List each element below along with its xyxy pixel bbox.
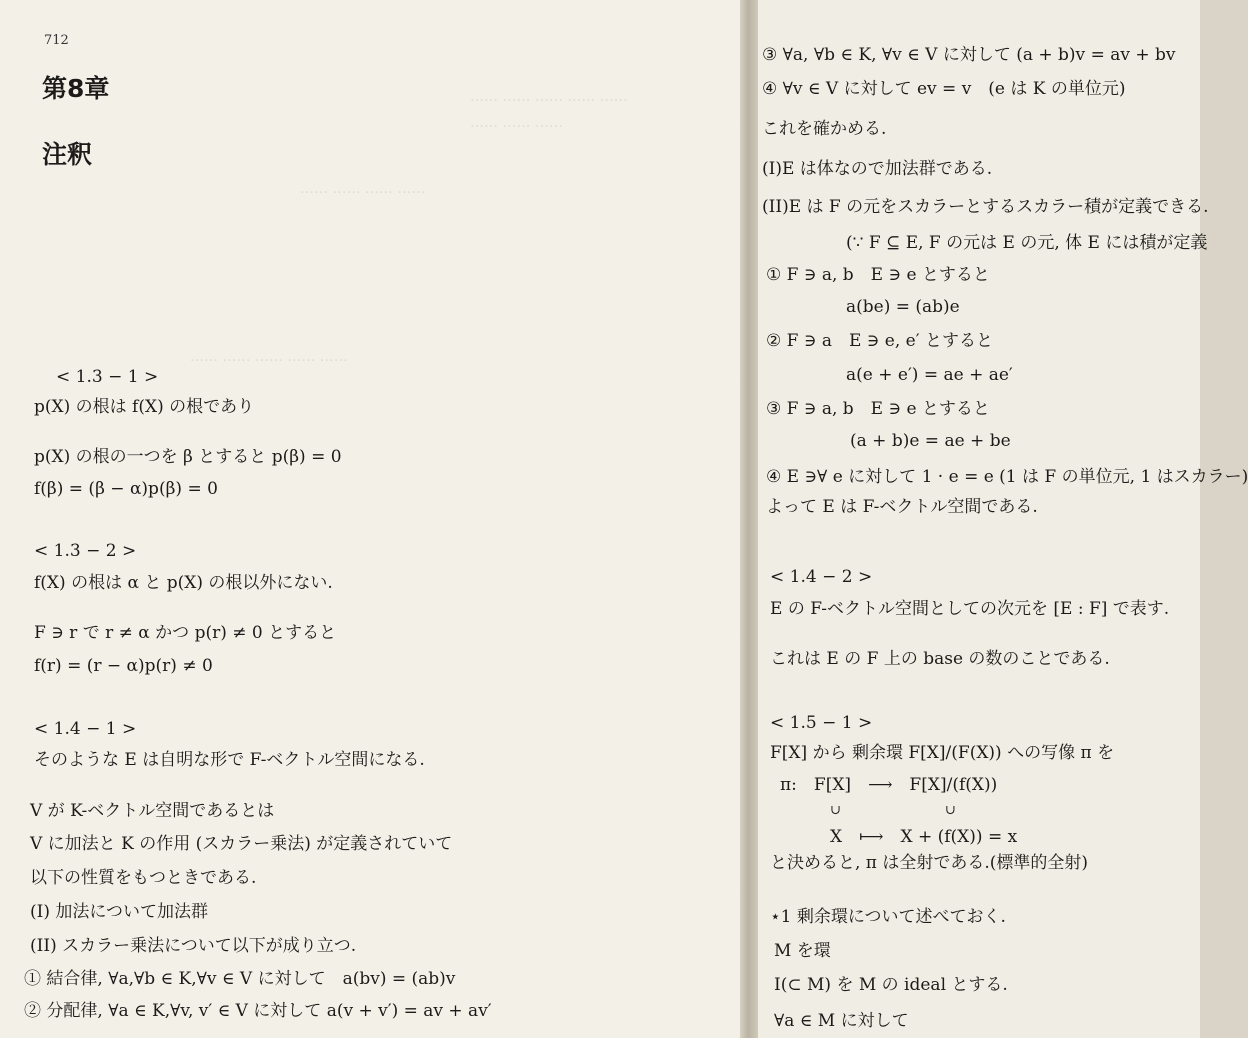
show-through-text: …… …… …… …… bbox=[300, 181, 426, 197]
text-line: I(⊂ M) を M の ideal とする. bbox=[774, 975, 1008, 995]
text-line: a(e + e′) = ae + ae′ bbox=[846, 365, 1013, 385]
text-line: V に加法と K の作用 (スカラー乗法) が定義されていて bbox=[30, 834, 453, 854]
text-line: これは E の F 上の base の数のことである. bbox=[770, 649, 1110, 669]
section-label: < 1.5 − 1 > bbox=[770, 713, 873, 733]
text-line: ② F ∋ a E ∋ e, e′ とすると bbox=[766, 331, 993, 351]
text-line: f(X) の根は α と p(X) の根以外にない. bbox=[34, 573, 333, 593]
map-definition-line: π: F[X] ⟶ F[X]/(f(X)) bbox=[780, 775, 998, 795]
chapter-heading: 第8章 bbox=[42, 74, 110, 103]
text-line: M を環 bbox=[774, 941, 831, 961]
text-line: f(r) = (r − α)p(r) ≠ 0 bbox=[34, 656, 213, 676]
text-line: V が K-ベクトル空間であるとは bbox=[30, 801, 275, 821]
text-line: ③ F ∋ a, b E ∋ e とすると bbox=[766, 399, 990, 419]
text-line: と決めると, π は全射である.(標準的全射) bbox=[770, 853, 1089, 873]
text-line: ∀a ∈ M に対して bbox=[774, 1011, 909, 1031]
text-line: (I) 加法について加法群 bbox=[30, 902, 209, 922]
text-line: (a + b)e = ae + be bbox=[850, 431, 1011, 451]
text-line: a(be) = (ab)e bbox=[846, 297, 960, 317]
text-line: ④ ∀v ∈ V に対して ev = v (e は K の単位元) bbox=[762, 79, 1126, 99]
right-page bbox=[758, 0, 1248, 1038]
text-line: F[X] から 剰余環 F[X]/(F(X)) への写像 π を bbox=[770, 743, 1115, 763]
page-number: 712 bbox=[44, 33, 69, 48]
text-line: ④ E ∋∀ e に対して 1 · e = e (1 は F の単位元, 1 はスカラー) bbox=[766, 467, 1248, 487]
text-line: ③ ∀a, ∀b ∈ K, ∀v ∈ V に対して (a + b)v = av + bv bbox=[762, 45, 1176, 65]
section-label: < 1.3 − 2 > bbox=[34, 541, 137, 561]
show-through-text: …… …… …… …… …… bbox=[190, 349, 348, 365]
text-line: ② 分配律, ∀a ∈ K,∀v, v′ ∈ V に対して a(v + v′) = av + av′ bbox=[24, 1001, 492, 1021]
text-line: これを確かめる. bbox=[762, 119, 887, 139]
text-line: よって E は F-ベクトル空間である. bbox=[766, 497, 1038, 517]
section-label: < 1.4 − 2 > bbox=[770, 567, 873, 587]
text-line: そのような E は自明な形で F-ベクトル空間になる. bbox=[34, 750, 425, 770]
book-gutter bbox=[740, 0, 758, 1038]
footnote-line: ⋆1 剰余環について述べておく. bbox=[770, 907, 1006, 927]
show-through-text: …… …… …… bbox=[470, 115, 563, 131]
page-title: 注釈 bbox=[42, 140, 93, 169]
show-through-text: …… …… …… …… …… bbox=[470, 89, 628, 105]
subset-symbols: ∪ ∪ bbox=[830, 803, 956, 818]
section-label: < 1.3 − 1 > bbox=[56, 367, 159, 387]
text-line: p(X) の根の一つを β とすると p(β) = 0 bbox=[34, 447, 342, 467]
map-rule-line: X ⟼ X + (f(X)) = x bbox=[830, 827, 1018, 847]
text-line: (II)E は F の元をスカラーとするスカラー積が定義できる. bbox=[762, 197, 1209, 217]
text-line: ① F ∋ a, b E ∋ e とすると bbox=[766, 265, 990, 285]
text-line: (∵ F ⊆ E, F の元は E の元, 体 E には積が定義 bbox=[846, 233, 1208, 253]
text-line: E の F-ベクトル空間としての次元を [E : F] で表す. bbox=[770, 599, 1170, 619]
text-line: (I)E は体なので加法群である. bbox=[762, 159, 993, 179]
text-line: (II) スカラー乗法について以下が成り立つ. bbox=[30, 936, 357, 956]
text-line: p(X) の根は f(X) の根であり bbox=[34, 397, 255, 417]
text-line: ① 結合律, ∀a,∀b ∈ K,∀v ∈ V に対して a(bv) = (ab)v bbox=[24, 969, 456, 989]
text-line: 以下の性質をもつときである. bbox=[30, 868, 257, 888]
text-line: F ∋ r で r ≠ α かつ p(r) ≠ 0 とすると bbox=[34, 623, 337, 643]
text-line: f(β) = (β − α)p(β) = 0 bbox=[34, 479, 218, 499]
section-label: < 1.4 − 1 > bbox=[34, 719, 137, 739]
